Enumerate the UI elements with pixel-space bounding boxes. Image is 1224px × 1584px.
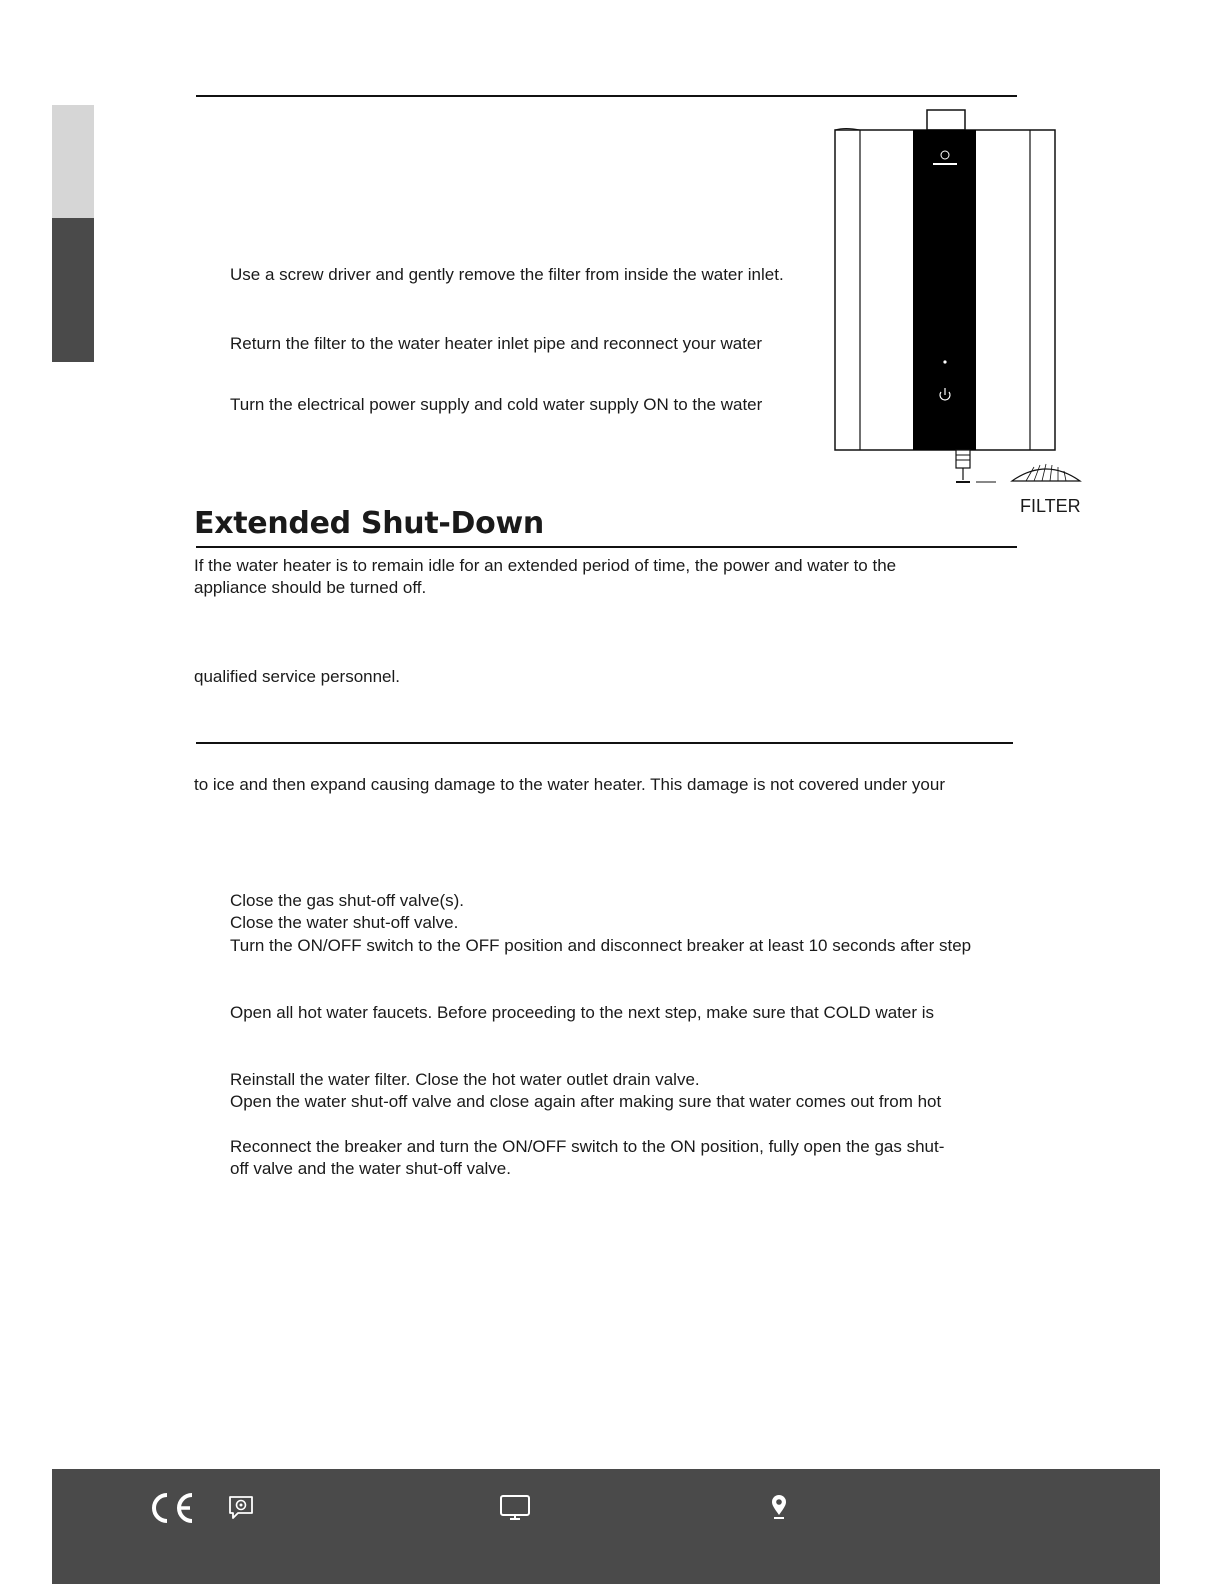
water-heater-diagram <box>830 105 1095 490</box>
freeze-step-7: Reconnect the breaker and turn the ON/OFF switch to the ON position, fully open the gas shut- <box>230 1137 945 1156</box>
ce-mark-icon <box>148 1491 196 1525</box>
side-tab-dark <box>52 218 94 362</box>
section-heading-extended-shutdown: Extended Shut-Down <box>194 506 544 541</box>
side-tab-light <box>52 105 94 218</box>
freeze-step-3: Turn the ON/OFF switch to the OFF position and disconnect breaker at least 10 seconds after step <box>230 936 972 955</box>
freeze-step-4: Open all hot water faucets. Before proceeding to the next step, make sure that COLD water is <box>230 1003 934 1022</box>
freeze-step-6: Open the water shut-off valve and close again after making sure that water comes out from hot <box>230 1092 942 1111</box>
water-inlet-fitting <box>956 450 970 468</box>
freeze-intro: to ice and then expand causing damage to the water heater. This damage is not covered under your <box>194 775 946 794</box>
front-panel <box>913 130 976 450</box>
top-rule <box>196 95 1017 97</box>
indicator-icon <box>943 360 946 363</box>
shutdown-paragraph-line-2: appliance should be turned off. <box>194 578 427 597</box>
filter-step-1: Use a screw driver and gently remove the filter from inside the water inlet. <box>230 265 784 284</box>
monitor-icon <box>498 1493 532 1523</box>
filter-label: FILTER <box>1020 496 1081 516</box>
filter-step-3: Turn the electrical power supply and cold water supply ON to the water <box>230 395 763 414</box>
heading-rule <box>196 546 1017 548</box>
location-pin-icon <box>768 1493 790 1521</box>
filter-icon <box>1012 469 1080 481</box>
shutdown-paragraph-line-1: If the water heater is to remain idle for an extended period of time, the power and water to the <box>194 556 897 575</box>
top-flue-pipe <box>927 110 965 130</box>
service-gear-icon <box>226 1493 256 1523</box>
shutdown-note: qualified service personnel. <box>194 667 401 686</box>
section-rule <box>196 742 1013 744</box>
freeze-step-5: Reinstall the water filter. Close the hot water outlet drain valve. <box>230 1070 700 1089</box>
freeze-step-1: Close the gas shut-off valve(s). <box>230 891 465 910</box>
freeze-step-2: Close the water shut-off valve. <box>230 913 459 932</box>
footer-bar <box>52 1469 1160 1584</box>
filter-step-2: Return the filter to the water heater inlet pipe and reconnect your water <box>230 334 763 353</box>
freeze-step-8: off valve and the water shut-off valve. <box>230 1159 511 1178</box>
